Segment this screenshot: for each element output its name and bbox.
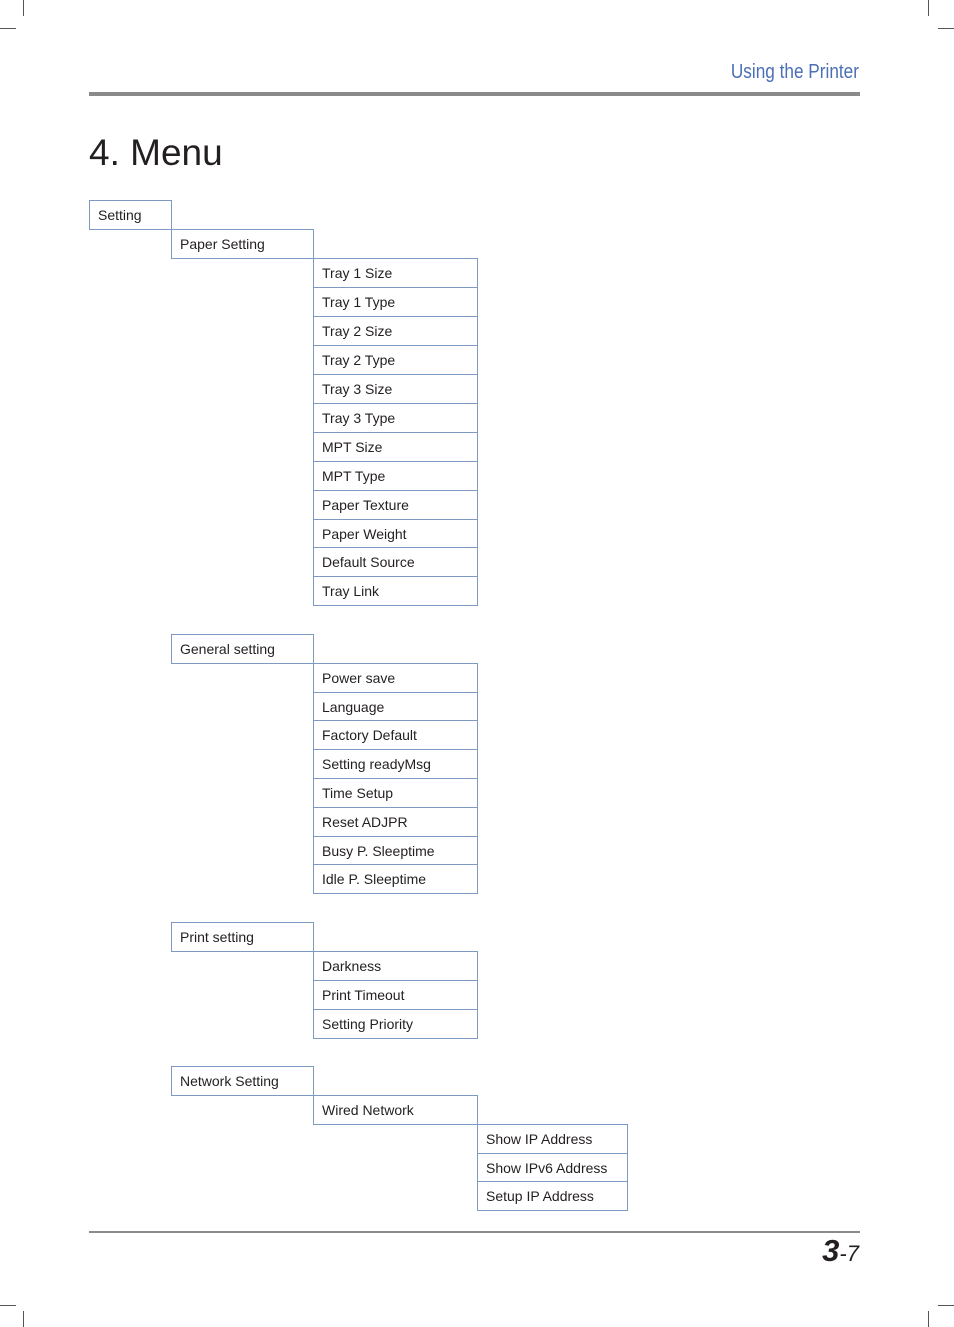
menu-root-setting: Setting xyxy=(89,200,172,230)
menu-subitem: Show IP Address xyxy=(477,1124,628,1154)
header-divider xyxy=(89,92,860,96)
menu-item: Tray Link xyxy=(313,576,478,606)
menu-item: Setting readyMsg xyxy=(313,749,478,779)
menu-item: Default Source xyxy=(313,547,478,577)
menu-item: Tray 2 Size xyxy=(313,316,478,346)
menu-item: Busy P. Sleeptime xyxy=(313,836,478,866)
menu-subitem: Setup IP Address xyxy=(477,1181,628,1211)
menu-item: Power save xyxy=(313,663,478,693)
page-separator: - xyxy=(839,1241,847,1266)
menu-print-setting: Print setting xyxy=(171,922,314,952)
menu-item: Time Setup xyxy=(313,778,478,808)
menu-general-setting: General setting xyxy=(171,634,314,664)
crop-mark xyxy=(938,1305,954,1306)
chapter-number: 3 xyxy=(822,1233,840,1268)
menu-item-wired-network: Wired Network xyxy=(313,1095,478,1125)
menu-item: Reset ADJPR xyxy=(313,807,478,837)
menu-item: Tray 1 Type xyxy=(313,287,478,317)
crop-mark xyxy=(928,0,929,16)
menu-item: Tray 2 Type xyxy=(313,345,478,375)
crop-mark xyxy=(0,1305,16,1306)
menu-item: Idle P. Sleeptime xyxy=(313,864,478,894)
page-number-value: 7 xyxy=(846,1241,859,1266)
menu-item: Factory Default xyxy=(313,720,478,750)
crop-mark xyxy=(23,0,24,16)
menu-item: Tray 3 Type xyxy=(313,403,478,433)
menu-item: Setting Priority xyxy=(313,1009,478,1039)
footer-divider xyxy=(89,1231,860,1233)
crop-mark xyxy=(23,1311,24,1327)
menu-item: Tray 3 Size xyxy=(313,374,478,404)
menu-item: MPT Type xyxy=(313,461,478,491)
menu-item: Paper Weight xyxy=(313,519,478,549)
menu-network-setting: Network Setting xyxy=(171,1066,314,1096)
menu-item: Print Timeout xyxy=(313,980,478,1010)
menu-item: Language xyxy=(313,692,478,722)
crop-mark xyxy=(0,28,16,29)
menu-subitem: Show IPv6 Address xyxy=(477,1153,628,1183)
page-title: 4. Menu xyxy=(89,132,223,173)
crop-mark xyxy=(938,28,954,29)
menu-item: MPT Size xyxy=(313,432,478,462)
page-number xyxy=(822,1233,859,1269)
menu-item: Paper Texture xyxy=(313,490,478,520)
crop-mark xyxy=(928,1311,929,1327)
section-header-title: Using the Printer xyxy=(730,61,859,83)
menu-item: Tray 1 Size xyxy=(313,258,478,288)
menu-item: Darkness xyxy=(313,951,478,981)
menu-paper-setting: Paper Setting xyxy=(171,229,314,259)
